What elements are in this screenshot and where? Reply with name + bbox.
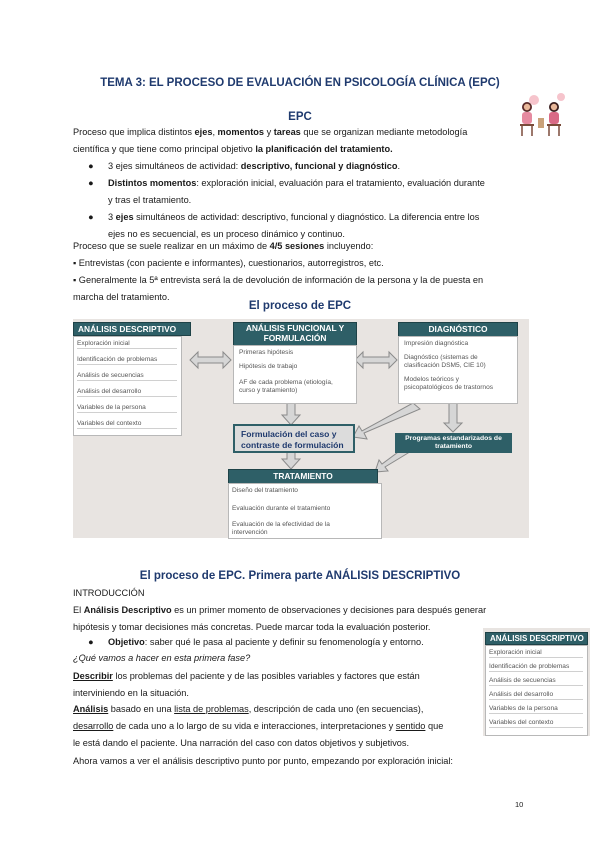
bullet-line — [108, 158, 528, 175]
text-run: , descripción de cada uno (en secuencias), — [248, 704, 424, 714]
mini-item: Identificación de problemas — [489, 663, 583, 672]
text-run: : exploración inicial, evaluación para el tratamiento, evaluación durante — [196, 178, 485, 188]
diagnostico-item: Diagnóstico (sistemas de — [404, 354, 478, 361]
text-run: tareas — [273, 127, 301, 137]
text-run: incluyendo: — [324, 241, 374, 251]
programas-box — [395, 433, 512, 453]
paragraph-line — [73, 602, 528, 619]
text-run: Análisis Descriptivo — [83, 605, 172, 615]
funcional-header — [233, 322, 357, 346]
descriptivo-header: ANÁLISIS DESCRIPTIVO — [73, 322, 191, 336]
epc-process-diagram — [73, 319, 529, 538]
double-arrow-icon — [355, 352, 397, 368]
text-run: 3 — [108, 212, 116, 222]
square-item-line — [73, 255, 528, 272]
text-run: descriptivo, funcional y diagnóstico — [240, 161, 398, 171]
text-run: ejes no es secuencial, es un proceso dinámico y continuo. — [108, 229, 345, 239]
formulacion-line: contraste de formulación — [241, 440, 344, 450]
describir-paragraph — [73, 668, 468, 702]
mini-item: Análisis del desarrollo — [489, 691, 583, 700]
tratamiento-item: Evaluación durante el tratamiento — [232, 505, 331, 512]
funcional-item: curso y tratamiento) — [239, 387, 298, 394]
text-run: marcha del tratamiento. — [73, 292, 170, 302]
mini-descriptivo-panel — [483, 628, 590, 736]
bullet-line — [108, 192, 528, 209]
descriptivo-item: Análisis del desarrollo — [77, 388, 177, 397]
text-run: los problemas del paciente y de las posibles variables y factores que están — [112, 671, 420, 681]
formulacion-box — [233, 424, 355, 453]
funcional-item: Hipótesis de trabajo — [239, 363, 298, 370]
descriptivo-item: Variables del contexto — [77, 420, 177, 429]
double-arrow-icon — [190, 352, 231, 368]
text-run: Describir — [73, 671, 113, 681]
text-run: 4/5 sesiones — [269, 241, 325, 251]
text-run: momentos — [217, 127, 265, 137]
bullet-dot-icon: ● — [88, 161, 94, 171]
tratamiento-box — [228, 483, 382, 539]
bullet-line — [108, 175, 528, 192]
analisis-paragraph — [73, 701, 468, 752]
intro-label: INTRODUCCIÓN — [73, 588, 145, 598]
diagnostico-box — [398, 336, 518, 404]
bullet-dot-icon: ● — [88, 178, 94, 188]
text-run: . — [397, 161, 401, 171]
text-run: Proceso que implica distintos — [73, 127, 195, 137]
text-run: de cada uno a lo largo de su vida e interacciones, interpretaciones y — [113, 721, 396, 731]
bullet-item — [88, 158, 528, 175]
paragraph-line — [73, 668, 468, 685]
mini-item: Variables del contexto — [489, 719, 583, 728]
formulacion-line: Formulación del caso y — [241, 429, 337, 439]
text-run: que se organizan mediante metodología — [300, 127, 468, 137]
text-run: científica y que tiene como principal objetivo — [73, 144, 256, 154]
text-run: : saber qué le pasa al paciente y definir su fenomenología y entorno. — [144, 637, 424, 647]
text-run: hipótesis y tomar decisiones más concretas. Puede marcar toda la evaluación posterior. — [73, 622, 431, 632]
funcional-title-line: FORMULACIÓN — [263, 333, 327, 343]
objetivo-bullet — [88, 634, 468, 651]
text-run: basado en una — [108, 704, 175, 714]
text-run: interviniendo en la situación. — [73, 688, 189, 698]
diagnostico-item: clasificación DSM5, CIE 10) — [404, 362, 486, 369]
epc-heading: EPC — [288, 111, 312, 123]
text-run: ejes — [115, 212, 134, 222]
text-run: y — [264, 127, 274, 137]
section-title: El proceso de EPC. Primera parte ANÁLISIS DESCRIPTIVO — [139, 570, 461, 582]
sessions-line — [73, 238, 528, 255]
down-arrow-icon — [282, 403, 300, 425]
down-arrow-icon — [444, 403, 462, 432]
text-run: ▪ Generalmente la 5ª entrevista será la de devolución de información de la persona y la de puesta en — [73, 275, 484, 285]
mini-item: Análisis de secuencias — [489, 677, 583, 686]
text-run: simultáneos de actividad: descriptivo, funcional y diagnóstico. La diferencia entre los — [133, 212, 480, 222]
descriptivo-item: Variables de la persona — [77, 404, 177, 413]
text-run: y tras el tratamiento. — [108, 195, 192, 205]
funcional-item: AF de cada problema (etiología, — [239, 379, 333, 386]
question-line — [73, 650, 473, 667]
intro-line — [73, 124, 528, 141]
diagnostico-item: psicopatológicos de trastornos — [404, 384, 494, 391]
text-run: Objetivo — [108, 637, 145, 647]
bullet-line — [108, 209, 528, 226]
text-run: El — [73, 605, 84, 615]
closing-line: Ahora vamos a ver el análisis descriptivo punto por punto, empezando por exploración inicial: — [73, 756, 453, 766]
descriptivo-item: Identificación de problemas — [77, 356, 177, 365]
square-item — [73, 255, 528, 272]
tratamiento-header: TRATAMIENTO — [228, 469, 378, 485]
text-run: , — [212, 127, 218, 137]
diagnostico-header: DIAGNÓSTICO — [398, 322, 518, 338]
funcional-item: Primeras hipótesis — [239, 349, 294, 356]
question-text: ¿Qué vamos a hacer en esta primera fase? — [73, 653, 251, 663]
page-number: 10 — [515, 800, 524, 809]
tratamiento-item: Diseño del tratamiento — [232, 487, 298, 494]
paragraph-line — [73, 735, 468, 752]
text-run: ▪ Entrevistas (con paciente e informantes), cuestionarios, autorregistros, etc. — [73, 258, 384, 268]
text-run: que — [425, 721, 444, 731]
descriptivo-item: Exploración inicial — [77, 340, 177, 349]
text-run: la planificación del tratamiento. — [255, 144, 393, 154]
tratamiento-item: intervención — [232, 529, 268, 536]
mini-item: Exploración inicial — [489, 649, 583, 658]
programas-line: Programas estandarizados de — [405, 435, 502, 442]
programas-line: tratamiento — [434, 443, 472, 450]
mini-item: Variables de la persona — [489, 705, 583, 714]
paragraph-line — [73, 701, 468, 718]
text-run: ejes — [194, 127, 213, 137]
document-title: TEMA 3: EL PROCESO DE EVALUACIÓN EN PSICOLOGÍA CLÍNICA (EPC) — [100, 77, 500, 89]
bullet-item — [88, 175, 528, 209]
diagnostico-item: Modelos teóricos y — [404, 376, 459, 383]
diagnostico-item: Impresión diagnóstica — [404, 340, 469, 347]
mini-descriptivo-header: ANÁLISIS DESCRIPTIVO — [485, 632, 588, 645]
paragraph-line — [73, 718, 468, 735]
text-run: desarrollo — [73, 721, 114, 731]
descriptivo-box — [73, 336, 182, 436]
paragraph-line — [73, 685, 468, 702]
text-run: es un primer momento de observaciones y decisiones para después generar — [171, 605, 487, 615]
funcional-box — [233, 345, 357, 404]
text-run: lista de problemas — [174, 704, 249, 714]
descriptive-paragraph — [73, 602, 528, 636]
square-item-line — [73, 272, 528, 289]
bullet-line — [108, 634, 468, 651]
bullet-dot-icon: ● — [88, 637, 94, 647]
intro-line — [73, 141, 528, 158]
text-run: le está dando el paciente. Una narración del caso con datos objetivos y subjetivos. — [73, 738, 410, 748]
diagram-title: El proceso de EPC — [248, 300, 352, 312]
funcional-title-line: ANÁLISIS FUNCIONAL Y — [245, 323, 345, 333]
text-run: Análisis — [73, 704, 109, 714]
tratamiento-item: Evaluación de la efectividad de la — [232, 521, 330, 528]
text-run: Distintos momentos — [108, 178, 197, 188]
intro-paragraph — [73, 124, 528, 158]
bullet-dot-icon: ● — [88, 212, 94, 222]
mini-descriptivo-box — [485, 645, 588, 736]
text-run: sentido — [395, 721, 426, 731]
text-run: 3 ejes simultáneos de actividad: — [108, 161, 241, 171]
descriptivo-item: Análisis de secuencias — [77, 372, 177, 381]
text-run: Proceso que se suele realizar en un máximo de — [73, 241, 270, 251]
